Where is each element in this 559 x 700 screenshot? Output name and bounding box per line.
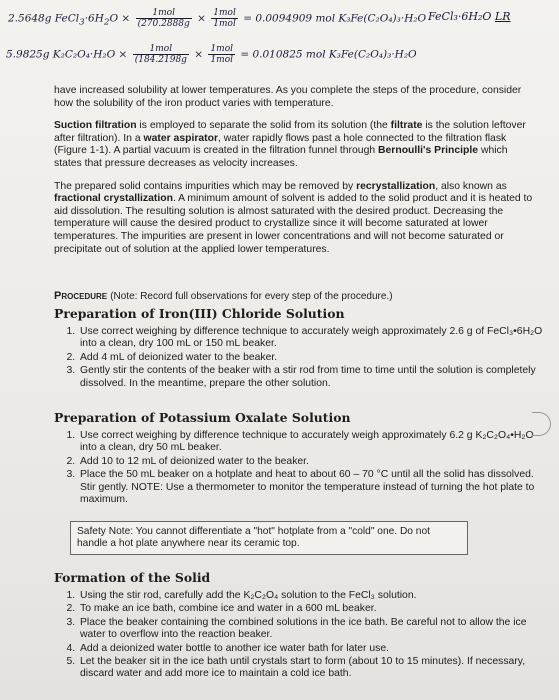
procedure-note: (Note: Record full observations for every step of the procedure.) (110, 291, 393, 302)
bold-term: water aspirator (143, 132, 219, 144)
procedure-heading (54, 290, 393, 302)
intro-paragraph-3 (54, 181, 534, 257)
hw-fraction (208, 44, 235, 65)
hw-text: O × (109, 12, 131, 25)
intro-paragraph-1: have increased solubility at lower temperatures. As you complete the steps of the procedure, consider how the solubility of the iron product varies with temperature. (54, 85, 522, 109)
hw-result: = 0.0094909 mol K₃Fe(C₂O₄)₃·H₂O (243, 12, 427, 25)
step-item: 1. Using the stir rod, carefully add the K₂C₂O₄ solution to the FeCl₃ solution. (78, 590, 548, 602)
steps-potassium-oxalate (54, 430, 548, 507)
paragraph-text: , water rapidly flows past a hole connected to the filtration flask (Figure 1-1). A partial vacuum is created in the filtration funnel through (54, 132, 507, 157)
steps-iron-chloride (54, 326, 548, 391)
step-item: 1. Use correct weighing by difference technique to accurately weigh approximately 6.2 g K₂C₂O₄•H₂O into a clean, dry 50 mL beaker. (78, 430, 548, 455)
bold-term: filtrate (390, 120, 423, 132)
step-item: 2. To make an ice bath, combine ice and water in a 600 mL beaker. (78, 603, 548, 615)
hw-text: 2.5648g FeCl (8, 12, 80, 25)
hw-frac-den: (184.2198g (134, 55, 187, 65)
hw-text: LR (494, 10, 511, 23)
hw-fraction (136, 8, 192, 29)
handwritten-calc-line-2 (6, 44, 417, 65)
hw-frac-num: 1mol (133, 44, 189, 55)
handwritten-limiting-reagent (428, 10, 511, 23)
hw-frac-den: 1mol (210, 55, 233, 65)
hw-text: ·6H (84, 12, 104, 25)
section-title-potassium-oxalate: Preparation of Potassium Oxalate Solution (54, 410, 351, 425)
page-edge-mark-icon (532, 412, 551, 436)
hw-text: 5.9825g K₂C₂O₄·H₂O × (6, 48, 128, 61)
steps-formation-solid (54, 590, 548, 682)
bold-term: Suction filtration (54, 120, 137, 132)
bold-term: Bernoulli's Principle (378, 145, 479, 157)
section-title-iron-chloride: Preparation of Iron(III) Chloride Solution (54, 306, 345, 321)
intro-paragraph-2 (54, 120, 534, 170)
hw-result: = 0.010825 mol K₃Fe(C₂O₄)₃·H₂O (240, 48, 417, 61)
safety-note-box: Safety Note: You cannot differentiate a "hot" hotplate from a "cold" one. Do not handle a hot plate anywhere near its ceramic top. (70, 521, 468, 555)
step-item: 3. Gently stir the contents of the beaker with a stir rod from time to time until the solution is completely dissolved. In the meantime, prepare the other solution. (78, 365, 548, 390)
step-item: 3. Place the 50 mL beaker on a hotplate and heat to about 60 – 70 °C until all the solid has dissolved. Stir gently. NOTE: Use a thermometer to monitor the temperature instead of turning the hot plate to maximum. (78, 469, 548, 506)
bold-term: recrystallization (356, 180, 436, 192)
paragraph-text: is the solution leftover after filtration). In a (54, 120, 526, 144)
paragraph-text: The prepared solid contains impurities which may be removed by (54, 180, 357, 192)
hw-text: × (197, 12, 206, 25)
section-title-formation-solid: Formation of the Solid (54, 570, 211, 585)
procedure-title: Procedure (54, 290, 108, 302)
step-item: 2. Add 10 to 12 mL of deionized water to the beaker. (78, 456, 548, 468)
paragraph-text: which states that pressure decreases as velocity increases. (54, 145, 508, 169)
hw-sub: 2 (103, 17, 110, 28)
hw-frac-num: 1mol (210, 44, 233, 54)
paragraph-text: , also known as (435, 180, 507, 192)
hw-sub: 3 (79, 17, 85, 28)
hw-text: × (194, 48, 204, 61)
hw-fraction (133, 44, 189, 65)
step-item: 5. Let the beaker sit in the ice bath until crystals start to form (about 10 to 15 minutes). If necessary, discard water and add more ice to maintain a cold ice bath. (78, 656, 548, 681)
hw-frac-den: 1mol (213, 19, 236, 29)
step-item: 2. Add 4 mL of deionized water to the beaker. (78, 352, 548, 364)
hw-frac-num: 1mol (213, 8, 236, 18)
step-item: 3. Place the beaker containing the combined solutions in the ice bath. Be careful not to allow the ice water to overflow into the reaction beaker. (78, 617, 548, 642)
handwritten-calc-line-1 (8, 8, 426, 29)
paragraph-text: is employed to separate the solid from its solution (the (136, 120, 391, 132)
bold-term: fractional crystallization (54, 193, 173, 205)
hw-frac-den: (270.2888g (137, 19, 190, 29)
hw-fraction (211, 8, 238, 29)
step-item: 4. Add a deionized water bottle to another ice water bath for later use. (78, 643, 548, 655)
hw-text: FeCl₃·6H₂O (428, 10, 492, 23)
paragraph-text: . A minimum amount of solvent is added to the solid product and it is heated to aid dissolution. The resulting solution is almost saturated with the desired product. Decreasing the temperature will cause the desired product to crystallize since it will become saturated at lower temperatures. The impurities are present in lower concentrations and will not become saturated or precipitate out of solution at the applied lower temperatures. (54, 193, 533, 255)
step-item: 1. Use correct weighing by difference technique to accurately weigh approximately 2.6 g of FeCl₃•6H₂O into a clean, dry 100 mL or 150 mL beaker. (78, 326, 548, 351)
hw-frac-num: 1mol (136, 8, 192, 19)
intro-text (54, 85, 534, 266)
